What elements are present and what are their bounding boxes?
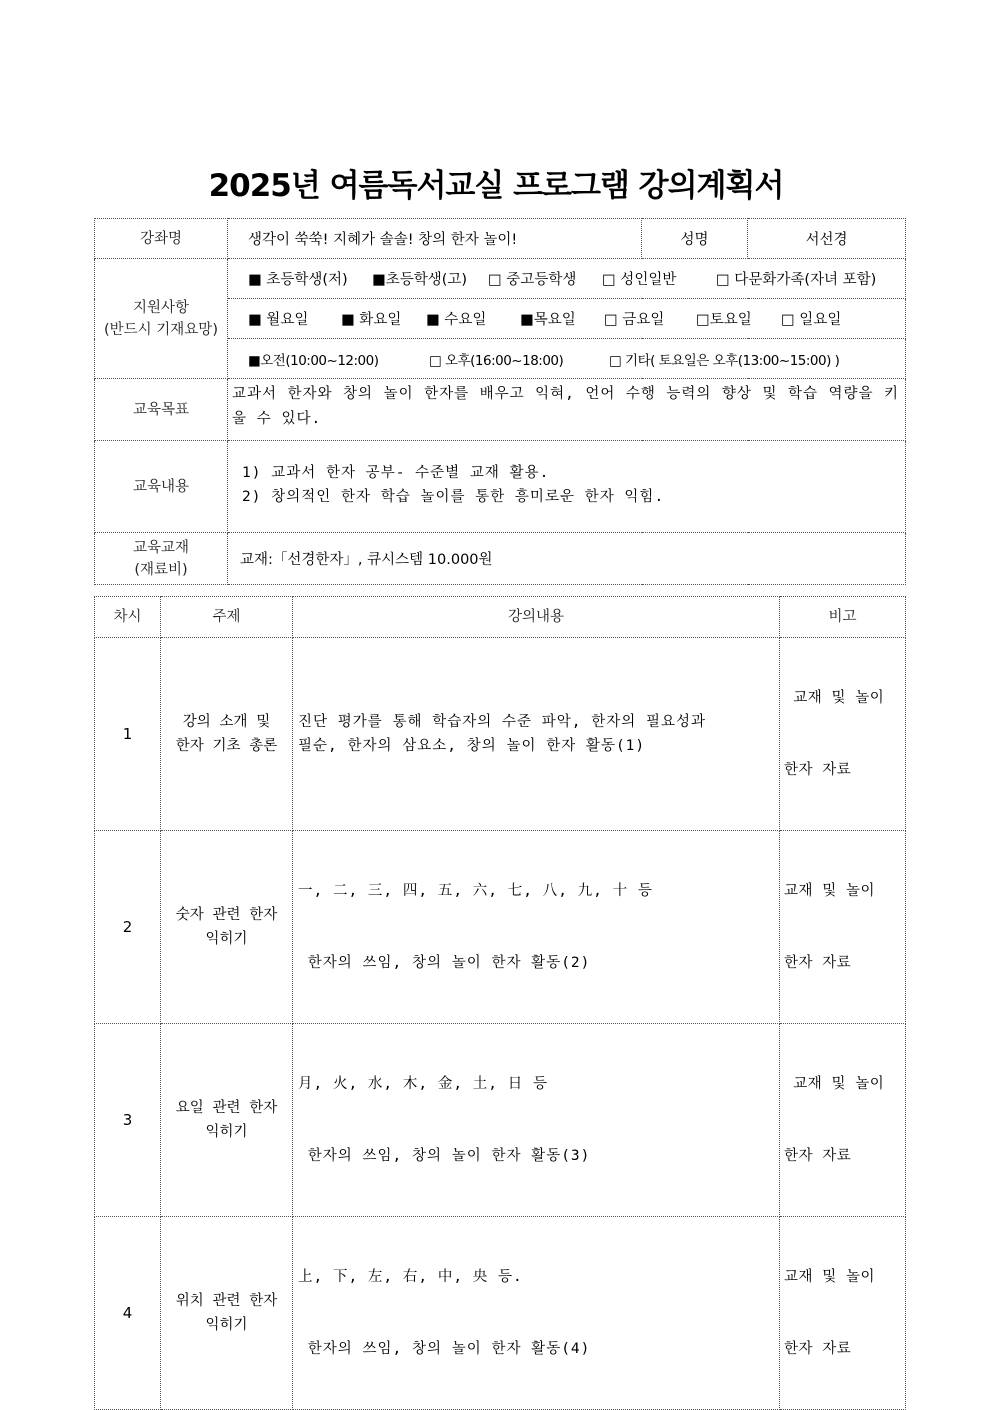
info-table — [94, 218, 906, 585]
day-option[interactable]: ■목요일 — [520, 312, 576, 328]
goal-text: 교과서 한자와 창의 놀이 한자를 배우고 익혀, 언어 수행 능력의 향상 및 학습 역량을 키울 수 있다. — [228, 379, 906, 441]
content-line: 한자의 쓰임, 창의 놀이 한자 활동(2) — [298, 955, 591, 971]
grade-option[interactable]: ■초등학생(고) — [372, 272, 468, 288]
day-option[interactable]: □토요일 — [696, 312, 752, 328]
header-session: 차시 — [95, 597, 161, 638]
table-row — [95, 638, 906, 831]
support-label-main: 지원사항 — [132, 299, 190, 316]
note-line: 교재 및 놀이 — [784, 883, 875, 899]
topic-line: 익히기 — [205, 931, 248, 947]
session-number: 3 — [95, 1024, 161, 1217]
topic-cell — [161, 1024, 293, 1217]
content-cell — [293, 1024, 780, 1217]
content-line: 月, 火, 水, 木, 金, 土, 日 등 — [298, 1076, 548, 1092]
table-row — [95, 1024, 906, 1217]
day-option[interactable]: ■ 화요일 — [341, 312, 402, 328]
time-option[interactable]: □ 오후(16:00~18:00) — [429, 352, 564, 369]
day-option[interactable]: □ 일요일 — [781, 312, 842, 328]
note-line: 교재 및 놀이 — [784, 690, 885, 706]
time-option[interactable]: □ 기타( 토요일은 오후(13:00~15:00) ) — [609, 352, 840, 369]
day-option[interactable]: ■ 수요일 — [426, 312, 487, 328]
topic-cell — [161, 831, 293, 1024]
page-title: 2025년 여름독서교실 프로그램 강의계획서 — [208, 168, 784, 204]
course-name: 생각이 쑥쑥! 지혜가 솔솔! 창의 한자 놀이! — [228, 219, 642, 259]
topic-line: 요일 관련 한자 — [175, 1100, 278, 1116]
topic-cell — [161, 638, 293, 831]
material-label-main: 교육교재 — [132, 539, 190, 556]
content-line: 필순, 한자의 삼요소, 창의 놀이 한자 활동(1) — [298, 738, 646, 754]
topic-line: 위치 관련 한자 — [175, 1293, 278, 1309]
content-cell — [293, 831, 780, 1024]
session-number: 1 — [95, 638, 161, 831]
schedule-table — [94, 596, 906, 1410]
content-text — [228, 441, 906, 533]
note-line: 한자 자료 — [784, 1341, 852, 1357]
header-note: 비고 — [780, 597, 906, 638]
content-line: 한자의 쓰임, 창의 놀이 한자 활동(3) — [298, 1148, 591, 1164]
content-line: 上, 下, 左, 右, 中, 央 등. — [298, 1269, 523, 1285]
header-topic: 주제 — [161, 597, 293, 638]
note-line: 한자 자료 — [784, 955, 852, 971]
topic-line: 강의 소개 및 — [182, 714, 271, 730]
session-number: 4 — [95, 1217, 161, 1410]
day-options — [228, 299, 906, 339]
note-cell — [780, 638, 906, 831]
grade-option[interactable]: ■ 초등학생(저) — [248, 272, 348, 288]
name-label: 성명 — [642, 219, 748, 259]
grade-option[interactable]: □ 중고등학생 — [488, 272, 577, 288]
topic-cell — [161, 1217, 293, 1410]
topic-line: 한자 기초 총론 — [175, 738, 278, 754]
note-line: 교재 및 놀이 — [784, 1269, 875, 1285]
content-line: 一, 二, 三, 四, 五, 六, 七, 八, 九, 十 등 — [298, 883, 653, 899]
day-option[interactable]: □ 금요일 — [604, 312, 665, 328]
topic-line: 숫자 관련 한자 — [175, 907, 278, 923]
table-row — [95, 1217, 906, 1410]
content-cell — [293, 638, 780, 831]
support-label-note: (반드시 기재요망) — [104, 321, 218, 338]
table-row — [95, 831, 906, 1024]
material-text: 교재:「선경한자」, 큐시스템 10.000원 — [228, 533, 906, 585]
time-options — [228, 339, 906, 379]
content-line: 진단 평가를 통해 학습자의 수준 파악, 한자의 필요성과 — [298, 714, 706, 730]
material-label-note: (재료비) — [134, 561, 188, 578]
name-value: 서선경 — [748, 219, 906, 259]
note-line: 교재 및 놀이 — [784, 1076, 885, 1092]
content-cell — [293, 1217, 780, 1410]
note-cell — [780, 1217, 906, 1410]
note-line: 한자 자료 — [784, 1148, 852, 1164]
header-content: 강의내용 — [293, 597, 780, 638]
note-line: 한자 자료 — [784, 762, 852, 778]
material-label — [95, 533, 228, 585]
goal-label: 교육목표 — [95, 379, 228, 441]
content-line: 2) 창의적인 한자 학습 놀이를 통한 흥미로운 한자 익힘. — [242, 489, 665, 505]
day-option[interactable]: ■ 월요일 — [248, 312, 309, 328]
grade-options — [228, 259, 906, 299]
grade-option[interactable]: □ 다문화가족(자녀 포함) — [716, 272, 877, 288]
course-label: 강좌명 — [95, 219, 228, 259]
support-label — [95, 259, 228, 379]
note-cell — [780, 831, 906, 1024]
content-line: 한자의 쓰임, 창의 놀이 한자 활동(4) — [298, 1341, 591, 1357]
time-option[interactable]: ■오전(10:00~12:00) — [248, 352, 379, 369]
content-label: 교육내용 — [95, 441, 228, 533]
topic-line: 익히기 — [205, 1317, 248, 1333]
note-cell — [780, 1024, 906, 1217]
content-line: 1) 교과서 한자 공부- 수준별 교재 활용. — [242, 465, 550, 481]
session-number: 2 — [95, 831, 161, 1024]
grade-option[interactable]: □ 성인일반 — [602, 272, 677, 288]
topic-line: 익히기 — [205, 1124, 248, 1140]
